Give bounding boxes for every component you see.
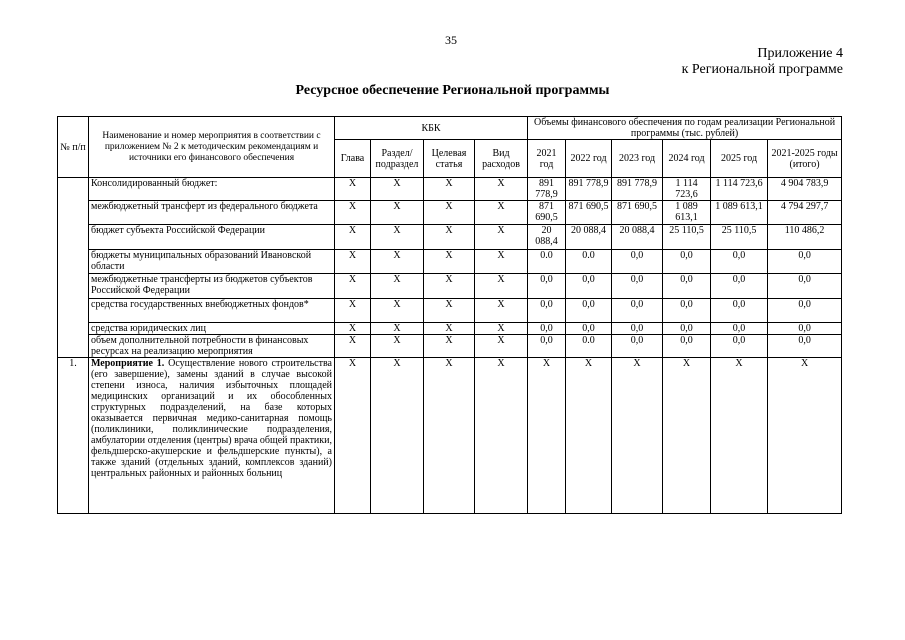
cell-2023: 0,0	[612, 299, 663, 323]
header-2025: 2025 год	[711, 140, 768, 178]
cell-glava: X	[335, 225, 371, 250]
cell-2025: 1 089 613,1	[711, 201, 768, 225]
header-glava: Глава	[335, 140, 371, 178]
cell-razdel: X	[371, 274, 424, 299]
cell-razdel: X	[371, 299, 424, 323]
appendix-line-2: к Региональной программе	[681, 62, 843, 77]
funding-source-name: Консолидированный бюджет:	[89, 178, 335, 201]
cell-glava: X	[335, 250, 371, 274]
funding-source-name: средства юридических лиц	[89, 323, 335, 335]
cell-total: 0,0	[768, 250, 842, 274]
cell-2022: 0,0	[566, 323, 612, 335]
table-body	[58, 178, 842, 514]
event-2021: X	[528, 358, 566, 514]
cell-2024: 25 110,5	[663, 225, 711, 250]
cell-2021: 0,0	[528, 335, 566, 358]
cell-2023: 0,0	[612, 250, 663, 274]
document-title: Ресурсное обеспечение Региональной программы	[295, 83, 610, 98]
cell-total: 0,0	[768, 323, 842, 335]
cell-2025: 1 114 723,6	[711, 178, 768, 201]
cell-vid: X	[475, 274, 528, 299]
cell-target: X	[424, 299, 475, 323]
cell-2022: 871 690,5	[566, 201, 612, 225]
event-2023: X	[612, 358, 663, 514]
cell-2025: 0,0	[711, 323, 768, 335]
cell-glava: X	[335, 274, 371, 299]
header-total: 2021-2025 годы (итого)	[768, 140, 842, 178]
cell-total: 4 794 297,7	[768, 201, 842, 225]
cell-target: X	[424, 274, 475, 299]
cell-vid: X	[475, 250, 528, 274]
cell-2022: 20 088,4	[566, 225, 612, 250]
table-row	[58, 335, 842, 358]
event-vid: X	[475, 358, 528, 514]
header-funding: Объемы финансового обеспечения по годам реализации Региональной программы (тыс. рублей)	[528, 117, 842, 140]
cell-total: 110 486,2	[768, 225, 842, 250]
cell-razdel: X	[371, 225, 424, 250]
funding-source-name: средства государственных внебюджетных фондов*	[89, 299, 335, 323]
cell-2021: 20 088,4	[528, 225, 566, 250]
cell-2022: 0,0	[566, 299, 612, 323]
cell-2025: 25 110,5	[711, 225, 768, 250]
cell-2022: 0,0	[566, 274, 612, 299]
row-group-num	[58, 178, 89, 358]
cell-2023: 20 088,4	[612, 225, 663, 250]
cell-glava: X	[335, 201, 371, 225]
cell-target: X	[424, 323, 475, 335]
event-num: 1.	[58, 358, 89, 514]
cell-vid: X	[475, 225, 528, 250]
funding-source-name: бюджет субъекта Российской Федерации	[89, 225, 335, 250]
cell-target: X	[424, 201, 475, 225]
event-total: X	[768, 358, 842, 514]
cell-target: X	[424, 335, 475, 358]
cell-2021: 891 778,9	[528, 178, 566, 201]
cell-2024: 0,0	[663, 299, 711, 323]
page-number: 35	[445, 33, 457, 47]
cell-glava: X	[335, 335, 371, 358]
table-row	[58, 201, 842, 225]
cell-2024: 1 089 613,1	[663, 201, 711, 225]
event-row	[58, 358, 842, 514]
cell-2022: 0.0	[566, 335, 612, 358]
resource-table	[57, 116, 842, 514]
header-2022: 2022 год	[566, 140, 612, 178]
cell-2021: 0,0	[528, 299, 566, 323]
appendix-line-1: Приложение 4	[757, 46, 843, 61]
cell-2023: 0,0	[612, 323, 663, 335]
header-2021: 2021 год	[528, 140, 566, 178]
header-num: № п/п	[58, 117, 89, 178]
cell-razdel: X	[371, 335, 424, 358]
event-2025: X	[711, 358, 768, 514]
cell-total: 0,0	[768, 274, 842, 299]
event-razdel: X	[371, 358, 424, 514]
header-2023: 2023 год	[612, 140, 663, 178]
cell-target: X	[424, 250, 475, 274]
event-glava: X	[335, 358, 371, 514]
cell-2023: 871 690,5	[612, 201, 663, 225]
cell-2024: 0,0	[663, 250, 711, 274]
cell-2022: 891 778,9	[566, 178, 612, 201]
table-row	[58, 323, 842, 335]
cell-glava: X	[335, 178, 371, 201]
cell-vid: X	[475, 201, 528, 225]
cell-2023: 891 778,9	[612, 178, 663, 201]
cell-2023: 0,0	[612, 274, 663, 299]
header-kbk: КБК	[335, 117, 528, 140]
cell-vid: X	[475, 299, 528, 323]
cell-vid: X	[475, 178, 528, 201]
funding-source-name: бюджеты муниципальных образований Ивановской области	[89, 250, 335, 274]
cell-2024: 0,0	[663, 274, 711, 299]
event-2024: X	[663, 358, 711, 514]
event-target: X	[424, 358, 475, 514]
appendix-caption	[682, 46, 843, 78]
cell-total: 0,0	[768, 335, 842, 358]
cell-vid: X	[475, 323, 528, 335]
cell-target: X	[424, 225, 475, 250]
table-row	[58, 299, 842, 323]
cell-2023: 0,0	[612, 335, 663, 358]
cell-razdel: X	[371, 201, 424, 225]
funding-source-name: межбюджетный трансферт из федерального бюджета	[89, 201, 335, 225]
cell-2024: 0,0	[663, 335, 711, 358]
cell-razdel: X	[371, 323, 424, 335]
event-description: Осуществление нового строительства (его завершение), замены зданий в случае высокой степени износа, наличия избыточных площадей медицинских организаций и их обособленных структурных подразделений, на базе которых оказывается первичная медико-санитарная помощь (поликлиники, поликлинические подразделения, амбулатории отделения (центры) врача общей практики, фельдшерско-акушерские и фельдшерские пункты), а также зданий (отдельных зданий, комплексов зданий) центральных районных и районных больниц	[91, 358, 332, 479]
cell-glava: X	[335, 323, 371, 335]
cell-2021: 0.0	[528, 250, 566, 274]
cell-2025: 0,0	[711, 250, 768, 274]
header-2024: 2024 год	[663, 140, 711, 178]
cell-2025: 0,0	[711, 299, 768, 323]
header-name: Наименование и номер мероприятия в соответствии с приложением № 2 к методическим рекомендациям и источники его финансового обеспечения	[89, 117, 335, 178]
cell-2025: 0,0	[711, 274, 768, 299]
cell-total: 4 904 783,9	[768, 178, 842, 201]
cell-vid: X	[475, 335, 528, 358]
table-row	[58, 225, 842, 250]
header-target: Целевая статья	[424, 140, 475, 178]
funding-source-name: объем дополнительной потребности в финансовых ресурсах на реализацию мероприятия	[89, 335, 335, 358]
cell-target: X	[424, 178, 475, 201]
cell-razdel: X	[371, 178, 424, 201]
header-razdel: Раздел/ подраздел	[371, 140, 424, 178]
cell-2021: 871 690,5	[528, 201, 566, 225]
table-row	[58, 178, 842, 201]
event-2022: X	[566, 358, 612, 514]
cell-2024: 1 114 723,6	[663, 178, 711, 201]
cell-2021: 0,0	[528, 274, 566, 299]
cell-total: 0,0	[768, 299, 842, 323]
table-row	[58, 274, 842, 299]
funding-source-name: межбюджетные трансферты из бюджетов субъектов Российской Федерации	[89, 274, 335, 299]
event-cell	[89, 358, 335, 514]
cell-2025: 0,0	[711, 335, 768, 358]
cell-2021: 0,0	[528, 323, 566, 335]
table-row	[58, 250, 842, 274]
cell-2024: 0,0	[663, 323, 711, 335]
event-title: Мероприятие 1.	[91, 358, 165, 369]
header-vid: Вид расходов	[475, 140, 528, 178]
cell-razdel: X	[371, 250, 424, 274]
cell-glava: X	[335, 299, 371, 323]
table-header	[58, 117, 842, 178]
cell-2022: 0.0	[566, 250, 612, 274]
